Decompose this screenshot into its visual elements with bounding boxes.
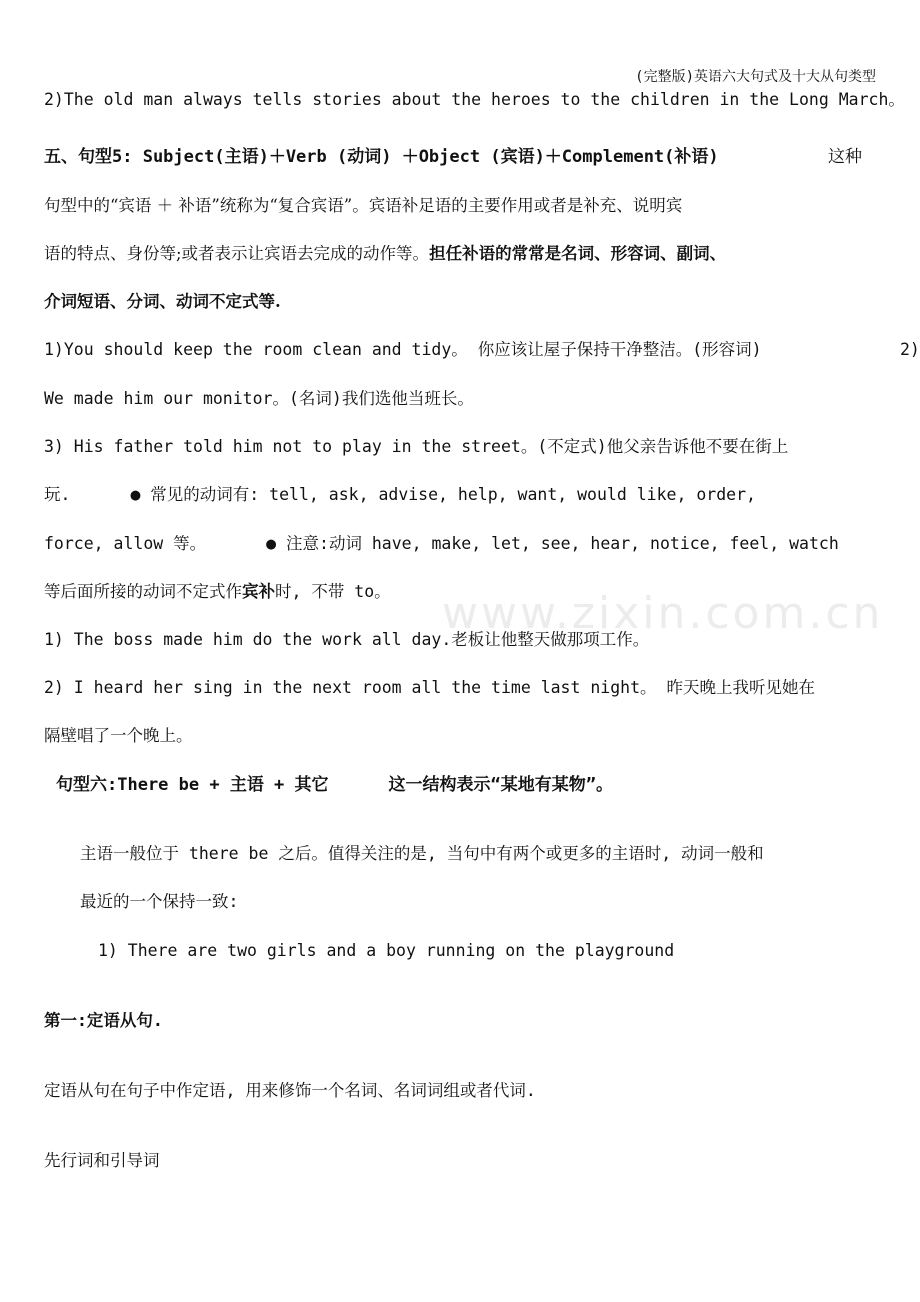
emphasis-text: 担任补语的常常是名词、形容词、副词、 (429, 244, 727, 263)
emphasis-text: 介词短语、分词、动词不定式等. (44, 292, 281, 311)
example-line: 隔壁唱了一个晚上。 (44, 726, 193, 745)
example-line: 3) His father told him not to play in the street。(不定式)他父亲告诉他不要在街上 (44, 437, 789, 456)
running-header: (完整版)英语六大句式及十大从句类型 (635, 69, 876, 85)
paragraph-text: 定语从句在句子中作定语, 用来修饰一个名词、名词词组或者代词. (44, 1081, 536, 1100)
bullet-note: ● 常见的动词有: tell, ask, advise, help, want, would like, order, (130, 485, 756, 504)
section-subtitle: 这一结构表示“某地有某物”。 (388, 775, 614, 795)
paragraph-text: 最近的一个保持一致: (80, 892, 239, 911)
example-line: 2) I heard her sing in the next room all the time last night。 昨天晚上我听见她在 (44, 678, 815, 697)
section-heading-pattern-6 (56, 775, 613, 795)
paragraph-text: force, allow 等。 (44, 534, 207, 553)
verb-list-line (44, 534, 839, 554)
watermark: www.zixin.com.cn (442, 588, 884, 639)
paragraph-text: 语的特点、身份等;或者表示让宾语去完成的动作等。 (44, 244, 430, 263)
verb-list-line (44, 485, 756, 505)
section-heading-attributive-clause: 第一:定语从句. (44, 1011, 163, 1030)
section-title: 五、句型5: Subject(主语)＋Verb (动词) ＋Object (宾语)＋Complement(补语) (44, 147, 719, 167)
paragraph-text: 玩. (44, 485, 71, 504)
paragraph-text: 句型中的“宾语 ＋ 补语”统称为“复合宾语”。宾语补足语的主要作用或者是补充、说明宾 (44, 196, 683, 215)
paragraph-text: 先行词和引导词 (44, 1151, 160, 1170)
section-title: 句型六:There be + 主语 + 其它 (56, 775, 329, 795)
bullet-note: ● 注意:动词 have, make, let, see, hear, notice, feel, watch (266, 534, 839, 553)
paragraph-text: 时, 不带 to。 (275, 582, 391, 601)
paragraph-text: 主语一般位于 there be 之后。值得关注的是, 当句中有两个或更多的主语时, 动词一般和 (80, 844, 764, 863)
example-line: 1) There are two girls and a boy running on the playground (98, 941, 675, 960)
example-line: 1) The boss made him do the work all day.老板让他整天做那项工作。 (44, 630, 650, 649)
paragraph-text: 等后面所接的动词不定式作 (44, 582, 242, 601)
example-line-1: 2)The old man always tells stories about the heroes to the children in the Long March。 (44, 90, 905, 109)
example-line: We made him our monitor。(名词)我们选他当班长。 (44, 389, 474, 408)
section-heading-pattern-5 (44, 147, 719, 167)
paragraph-text (44, 582, 391, 602)
paragraph-text (44, 244, 726, 264)
example-number: 2) (900, 340, 920, 359)
emphasis-text: 宾补 (242, 582, 275, 601)
example-line: 1)You should keep the room clean and tidy。 你应该让屋子保持干净整洁。(形容词) (44, 340, 762, 359)
paragraph-text: 这种 (828, 147, 862, 167)
